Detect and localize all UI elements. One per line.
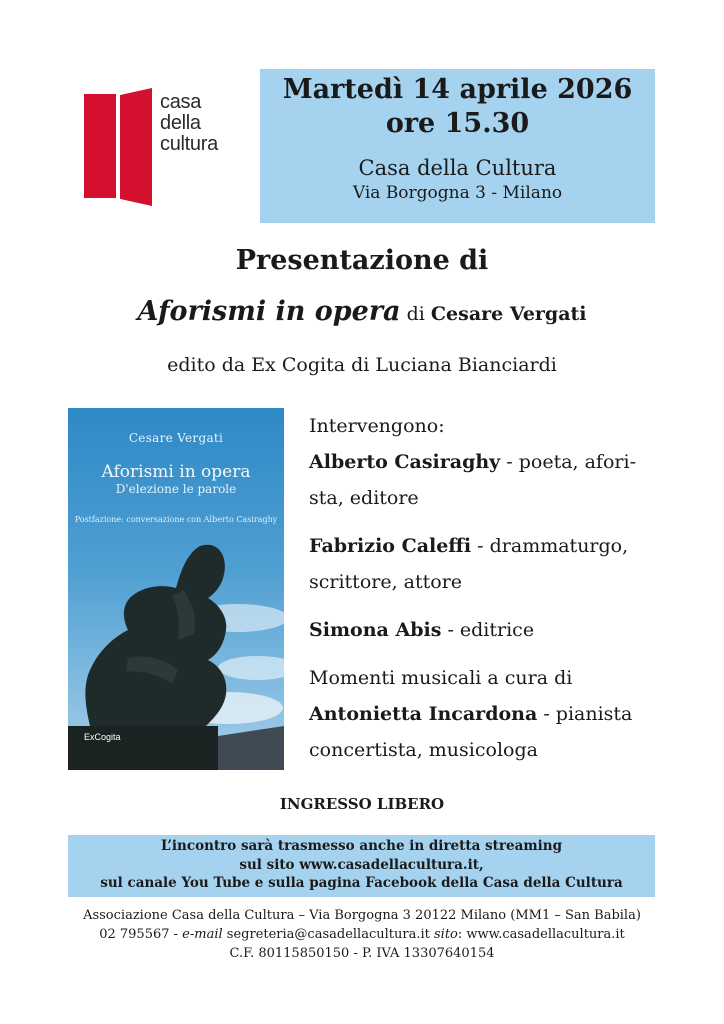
publisher-line: edito da Ex Cogita di Luciana Bianciardi bbox=[167, 354, 557, 376]
speaker-line bbox=[309, 444, 669, 480]
book-by: di bbox=[406, 303, 425, 325]
casa-della-cultura-logo bbox=[84, 88, 234, 208]
music-intro: Momenti musicali a cura di bbox=[309, 667, 573, 689]
speaker-name: Fabrizio Caleffi bbox=[309, 535, 472, 557]
footer-contacts bbox=[0, 906, 724, 963]
speakers-section bbox=[309, 408, 669, 768]
footer-phone: 02 795567 - bbox=[99, 927, 183, 942]
event-date: Martedì 14 aprile 2026 bbox=[282, 74, 633, 105]
footer-site-label: sito bbox=[433, 927, 458, 942]
cover-author: Cesare Vergati bbox=[128, 431, 224, 445]
footer-site: : www.casadellacultura.it bbox=[457, 927, 625, 942]
musician-name: Antonietta Incardona bbox=[309, 703, 538, 725]
book-author: Cesare Vergati bbox=[430, 303, 587, 325]
streaming-line: sul canale You Tube e sulla pagina Facebook della Casa della Cultura bbox=[100, 875, 623, 891]
book-cover-image bbox=[68, 408, 284, 770]
musician-line bbox=[309, 696, 669, 732]
streaming-line: sul sito www.casadellacultura.it, bbox=[239, 856, 484, 873]
logo-word: casa bbox=[160, 91, 202, 113]
streaming-line: L’incontro sarà trasmesso anche in diretta streaming bbox=[160, 838, 563, 854]
footer-email: segreteria@casadellacultura.it bbox=[222, 927, 434, 942]
page-title: Presentazione di bbox=[235, 245, 489, 276]
musician-role: - pianista bbox=[537, 703, 633, 725]
speaker-line bbox=[309, 528, 669, 564]
speaker-role: - drammaturgo, bbox=[471, 535, 629, 557]
book-heading bbox=[0, 296, 724, 327]
speaker-role: - editrice bbox=[441, 619, 535, 641]
musician-role-continued: concertista, musicologa bbox=[309, 739, 538, 761]
footer-contact-line bbox=[0, 925, 724, 944]
streaming-notice-box bbox=[68, 835, 655, 897]
cover-publisher-logo: ExCogita bbox=[84, 732, 121, 742]
footer-email-label: e-mail bbox=[182, 927, 223, 942]
speakers-intro: Intervengono: bbox=[309, 415, 445, 437]
footer-address: Associazione Casa della Cultura – Via Borgogna 3 20122 Milano (MM1 – San Babila) bbox=[83, 908, 641, 923]
cover-subtitle: D'elezione le parole bbox=[115, 482, 237, 496]
cover-postface: Postfazione: conversazione con Alberto Casiraghy bbox=[74, 515, 278, 524]
logo-word: cultura bbox=[160, 133, 218, 155]
speaker-name: Alberto Casiraghy bbox=[309, 451, 501, 473]
book-title: Aforismi in opera bbox=[137, 296, 401, 327]
cover-title: Aforismi in opera bbox=[101, 462, 251, 482]
event-address: Via Borgogna 3 - Milano bbox=[352, 183, 563, 203]
event-time: ore 15.30 bbox=[385, 108, 530, 139]
logo-word: della bbox=[160, 112, 201, 134]
free-entry-notice: INGRESSO LIBERO bbox=[279, 795, 445, 813]
speaker-role-continued: scrittore, attore bbox=[309, 571, 463, 593]
speaker-role-continued: sta, editore bbox=[309, 487, 419, 509]
logo-red-bar-right bbox=[120, 88, 152, 206]
logo-wordmark bbox=[160, 92, 218, 155]
event-info-box bbox=[260, 69, 655, 223]
speaker-name: Simona Abis bbox=[309, 619, 442, 641]
speaker-role: - poeta, afori- bbox=[500, 451, 636, 473]
event-venue: Casa della Cultura bbox=[358, 156, 557, 180]
logo-red-bar-left bbox=[84, 94, 116, 198]
speaker-line bbox=[309, 612, 669, 648]
footer-tax-ids: C.F. 80115850150 - P. IVA 13307640154 bbox=[229, 946, 495, 961]
